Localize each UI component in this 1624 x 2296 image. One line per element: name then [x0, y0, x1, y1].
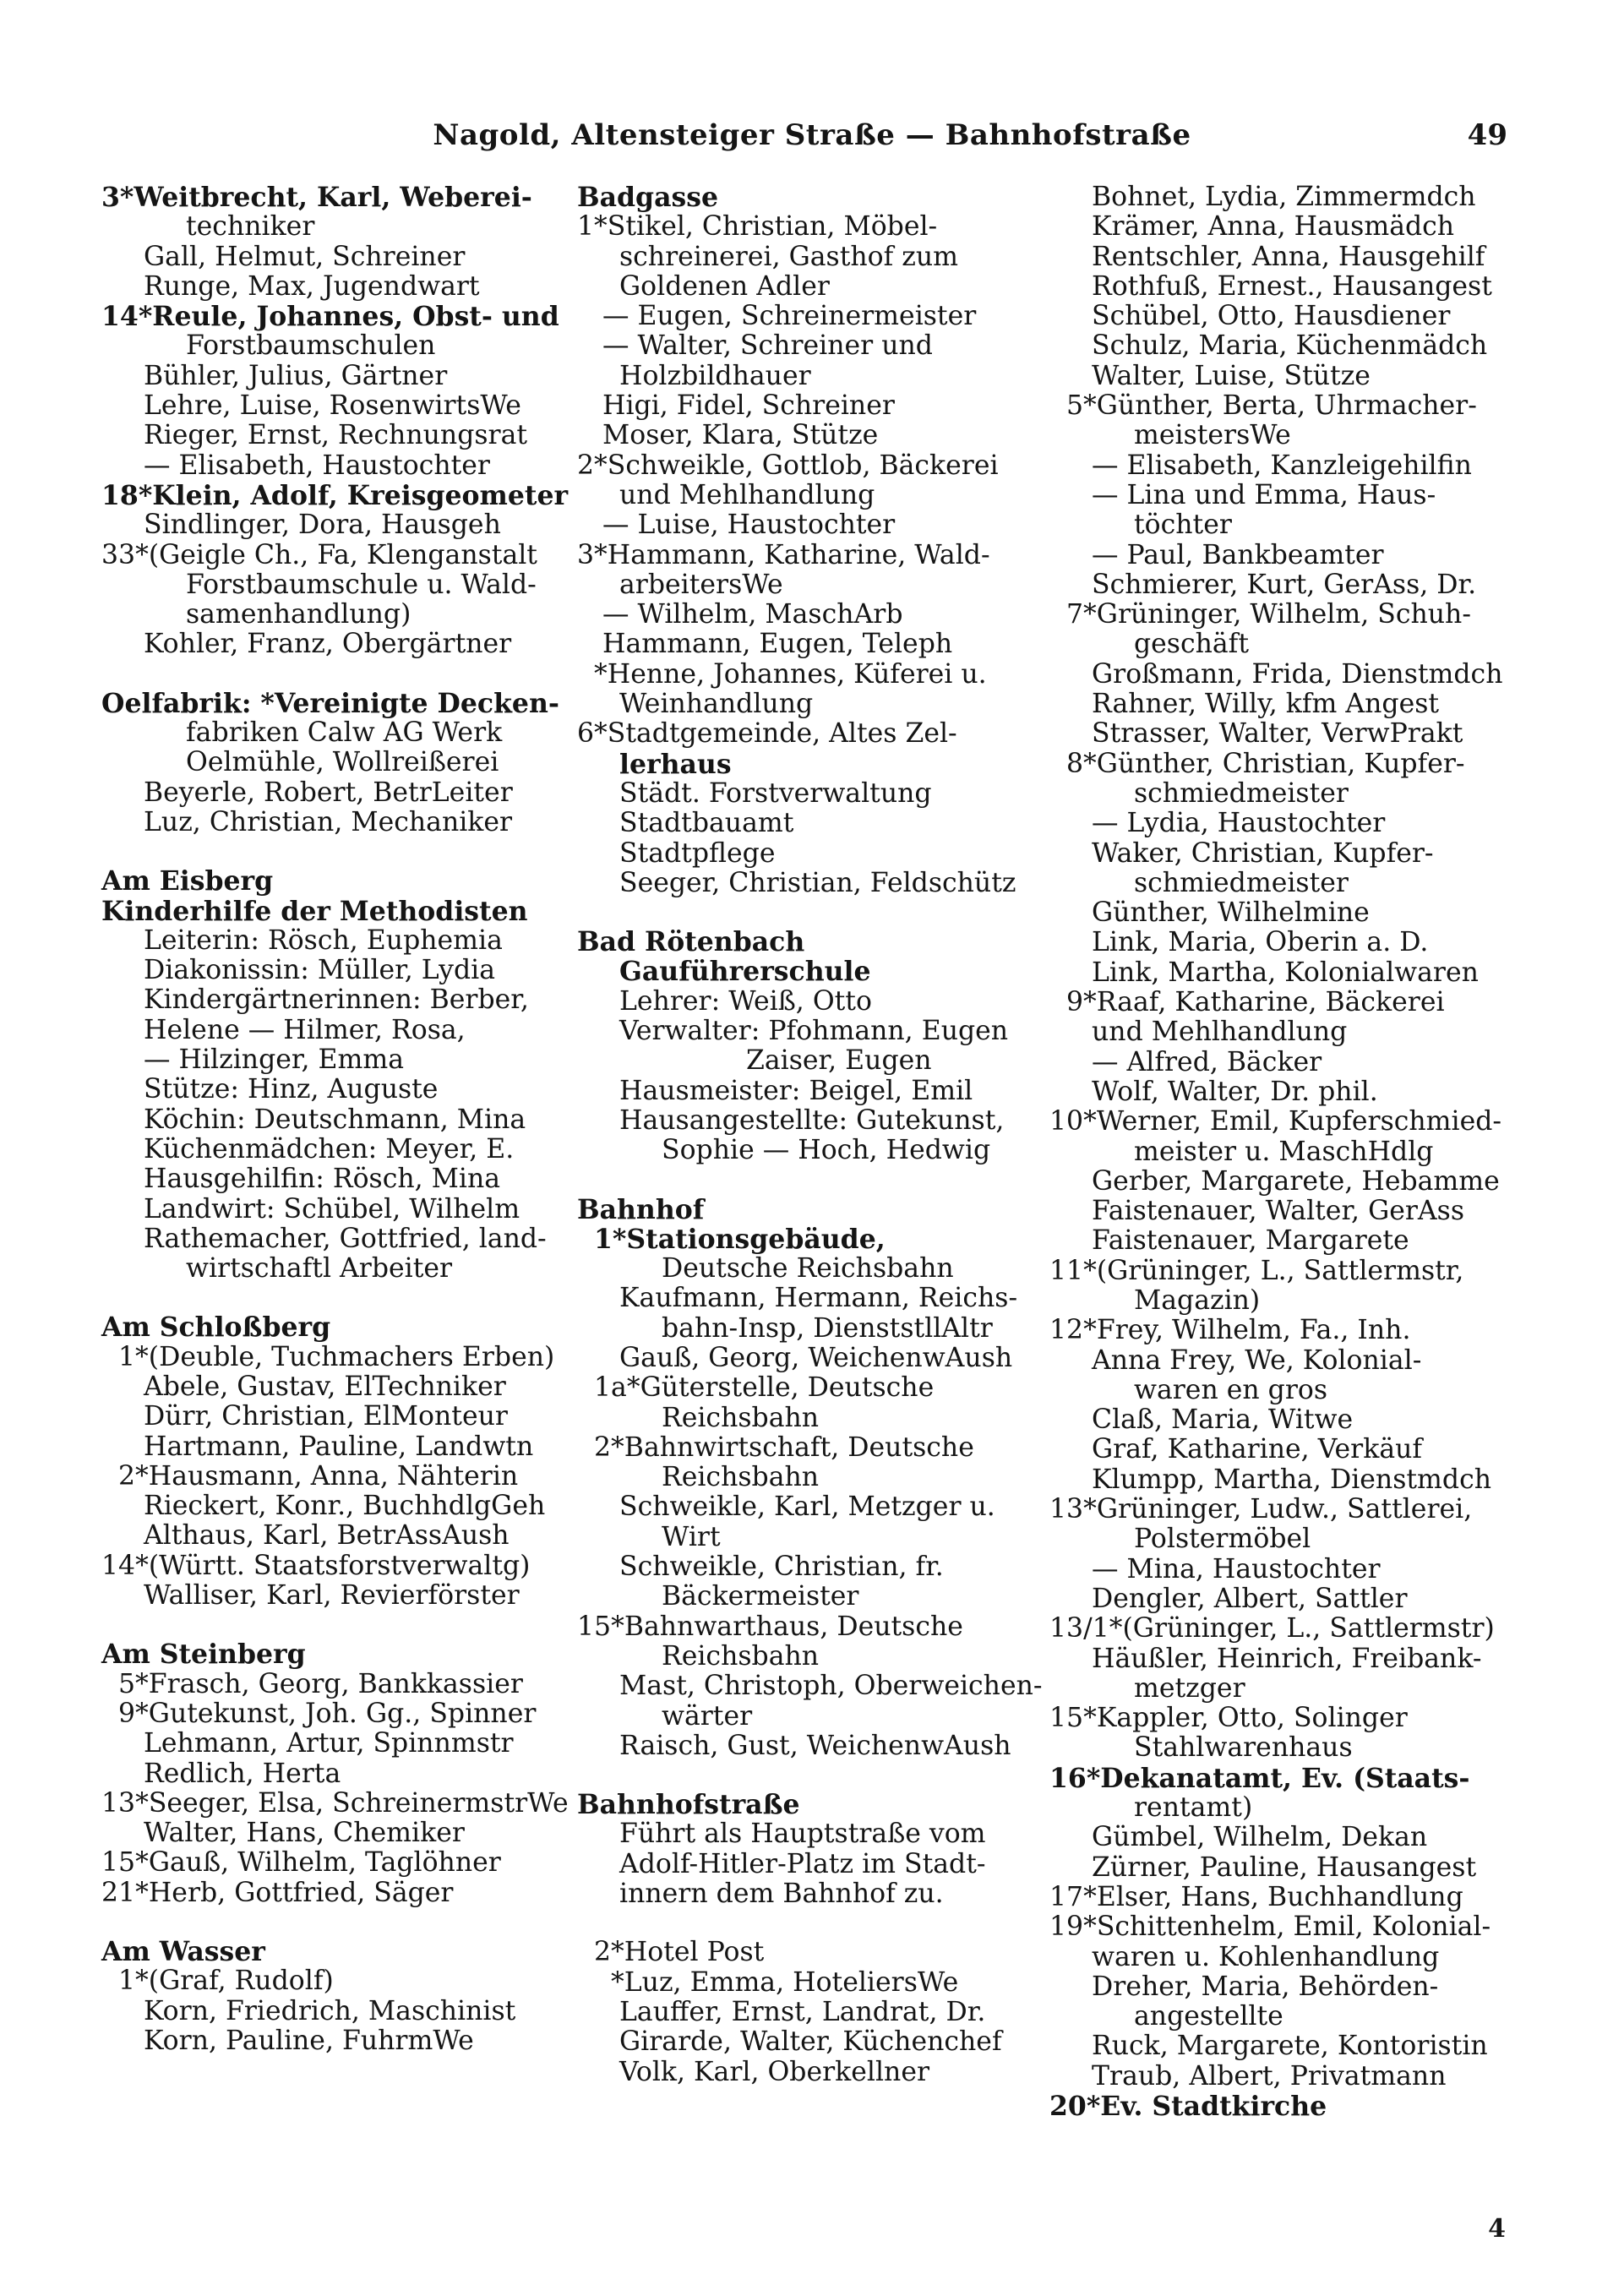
directory-entry: Gauß, Georg, WeichenwAush	[619, 1342, 1013, 1373]
directory-entry: Ruck, Margarete, Kontoristin	[1092, 2031, 1488, 2062]
directory-entry: 15*Bahnwarthaus, Deutsche	[577, 1611, 963, 1642]
directory-entry: — Alfred, Bäcker	[1092, 1046, 1322, 1077]
directory-entry: Runge, Max, Jugendwart	[144, 270, 480, 302]
directory-entry: Günther, Wilhelmine	[1092, 897, 1370, 929]
directory-entry: Adolf-Hitler-Platz im Stadt-	[619, 1848, 986, 1879]
directory-entry: Führt als Hauptstraße vom	[619, 1819, 986, 1850]
directory-entry: waren u. Kohlenhandlung	[1092, 1941, 1440, 1972]
directory-entry: Bäckermeister	[662, 1581, 859, 1612]
directory-entry: Wolf, Walter, Dr. phil.	[1092, 1076, 1378, 1107]
directory-entry: — Eugen, Schreinermeister	[602, 301, 977, 332]
directory-entry: Landwirt: Schübel, Wilhelm	[144, 1193, 520, 1224]
directory-entry: Bühler, Julius, Gärtner	[144, 360, 448, 391]
directory-entry: Oelmühle, Wollreißerei	[186, 747, 499, 778]
directory-entry: Lehmann, Artur, Spinnmstr	[144, 1728, 514, 1759]
directory-entry: Stadtbauamt	[619, 808, 794, 839]
directory-entry: 7*Grüninger, Wilhelm, Schuh-	[1066, 599, 1471, 630]
directory-entry: — Walter, Schreiner und	[602, 330, 933, 362]
directory-entry: bahn-Insp, DienststllAltr	[662, 1312, 993, 1344]
directory-entry: Großmann, Frida, Dienstmdch	[1092, 658, 1503, 690]
directory-entry: — Wilhelm, MaschArb	[602, 599, 903, 630]
section-gap	[101, 1611, 575, 1639]
directory-entry: 1*Stationsgebäude,	[594, 1223, 886, 1255]
directory-entry: 13*Grüninger, Ludw., Sattlerei,	[1049, 1494, 1473, 1525]
directory-entry: Rentschler, Anna, Hausgehilf	[1092, 241, 1485, 272]
directory-entry: 15*Gauß, Wilhelm, Taglöhner	[101, 1847, 501, 1879]
directory-entry: Leiterin: Rösch, Euphemia	[144, 924, 503, 956]
directory-entry: 8*Günther, Christian, Kupfer-	[1066, 748, 1465, 779]
directory-entry: Kaufmann, Hermann, Reichs-	[619, 1283, 1018, 1314]
page-number: 49	[1467, 118, 1507, 152]
directory-entry: Dürr, Christian, ElMonteur	[144, 1401, 508, 1432]
directory-entry: wirtschaftl Arbeiter	[186, 1253, 453, 1284]
directory-entry: 2*Bahnwirtschaft, Deutsche	[594, 1432, 974, 1463]
section-heading: Bad Rötenbach	[577, 926, 805, 958]
directory-entry: Hartmann, Pauline, Landwtn	[144, 1431, 534, 1462]
directory-entry: und Mehlhandlung	[619, 479, 875, 510]
directory-entry: Stadtpflege	[619, 837, 776, 869]
directory-entry: Forstbaumschule u. Wald-	[186, 569, 537, 600]
directory-entry: schmiedmeister	[1134, 867, 1349, 898]
directory-entry: Diakonissin: Müller, Lydia	[144, 955, 495, 986]
section-heading: Bahnhof	[577, 1193, 705, 1225]
directory-entry: Gall, Helmut, Schreiner	[144, 241, 466, 272]
directory-entry: Weinhandlung	[619, 689, 814, 720]
directory-entry: Kindergärtnerinnen: Berber,	[144, 984, 529, 1016]
directory-entry: Lehre, Luise, RosenwirtsWe	[144, 390, 521, 422]
directory-entry: Gümbel, Wilhelm, Dekan	[1092, 1822, 1428, 1853]
section-gap	[577, 898, 1050, 927]
directory-entry: Abele, Gustav, ElTechniker	[144, 1371, 506, 1402]
directory-entry: 9*Gutekunst, Joh. Gg., Spinner	[118, 1698, 537, 1729]
section-heading: Am Steinberg	[101, 1639, 306, 1671]
section-gap	[101, 1908, 575, 1937]
directory-entry: Stütze: Hinz, Auguste	[144, 1074, 439, 1105]
directory-entry: 1*Stikel, Christian, Möbel-	[577, 211, 938, 243]
directory-entry: 11*(Grüninger, L., Sattlermstr,	[1049, 1255, 1464, 1286]
directory-entry: Schübel, Otto, Hausdiener	[1092, 301, 1451, 332]
directory-entry: Dengler, Albert, Sattler	[1092, 1583, 1408, 1614]
directory-entry: meister u. MaschHdlg	[1134, 1136, 1434, 1167]
directory-entry: arbeitersWe	[619, 569, 783, 600]
directory-entry: Korn, Pauline, FuhrmWe	[144, 2025, 474, 2056]
directory-entry: Stahlwarenhaus	[1134, 1732, 1353, 1764]
directory-entry: Graf, Katharine, Verkäuf	[1092, 1434, 1423, 1465]
directory-entry: Walter, Luise, Stütze	[1092, 360, 1371, 391]
directory-entry: *Luz, Emma, HoteliersWe	[611, 1966, 959, 1998]
directory-entry: Schmierer, Kurt, GerAss, Dr.	[1092, 569, 1477, 600]
directory-entry: Gerber, Margarete, Hebamme	[1092, 1165, 1500, 1197]
directory-entry: Anna Frey, We, Kolonial-	[1092, 1344, 1422, 1376]
directory-entry: Forstbaumschulen	[186, 330, 436, 362]
directory-entry: 1*(Graf, Rudolf)	[118, 1966, 334, 1997]
directory-entry: Küchenmädchen: Meyer, E.	[144, 1133, 515, 1164]
directory-entry: Zürner, Pauline, Hausangest	[1092, 1852, 1477, 1883]
directory-entry: angestellte	[1134, 2001, 1283, 2032]
directory-entry: 3*Weitbrecht, Karl, Weberei-	[101, 182, 532, 213]
directory-entry: 10*Werner, Emil, Kupferschmied-	[1049, 1106, 1502, 1137]
directory-entry: Beyerle, Robert, BetrLeiter	[144, 777, 513, 808]
section-heading: Kinderhilfe der Methodisten	[101, 895, 528, 927]
directory-entry: Link, Martha, Kolonialwaren	[1092, 957, 1479, 988]
page-title: Nagold, Altensteiger Straße — Bahnhofstraße	[433, 118, 1191, 152]
directory-entry: Reichsbahn	[662, 1402, 820, 1433]
directory-entry: Hausmeister: Beigel, Emil	[619, 1075, 973, 1106]
directory-entry: Faistenauer, Walter, GerAss	[1092, 1196, 1465, 1227]
directory-entry: Rathemacher, Gottfried, land-	[144, 1223, 547, 1254]
directory-entry: 3*Hammann, Katharine, Wald-	[577, 539, 990, 570]
section-gap	[101, 660, 575, 689]
directory-entry: Reichsbahn	[662, 1462, 820, 1493]
directory-entry: innern dem Bahnhof zu.	[619, 1879, 944, 1910]
directory-entry: Rieckert, Konr., BuchhdlgGeh	[144, 1491, 546, 1522]
column-middle	[577, 183, 1050, 2087]
directory-entry: 20*Ev. Stadtkirche	[1049, 2091, 1327, 2122]
section-gap	[577, 1761, 1050, 1790]
directory-entry: Waker, Christian, Kupfer-	[1092, 837, 1434, 869]
directory-entry: Polstermöbel	[1134, 1524, 1311, 1555]
directory-entry: 2*Hotel Post	[594, 1937, 765, 1968]
directory-entry: Dreher, Maria, Behörden-	[1092, 1971, 1439, 2002]
directory-entry: Luz, Christian, Mechaniker	[144, 806, 513, 837]
section-gap	[101, 837, 575, 866]
directory-entry: Girarde, Walter, Küchenchef	[619, 2026, 1002, 2058]
directory-entry: und Mehlhandlung	[1092, 1017, 1348, 1048]
directory-entry: Raisch, Gust, WeichenwAush	[619, 1730, 1011, 1761]
directory-entry: Walliser, Karl, Revierförster	[144, 1580, 520, 1612]
directory-entry: Volk, Karl, Oberkellner	[619, 2056, 930, 2087]
directory-entry: töchter	[1134, 510, 1232, 541]
directory-entry: Bohnet, Lydia, Zimmermdch	[1092, 182, 1476, 212]
directory-entry: *Henne, Johannes, Küferei u.	[594, 658, 987, 690]
section-heading: Am Schloßberg	[101, 1312, 331, 1344]
directory-entry: Link, Maria, Oberin a. D.	[1092, 927, 1429, 958]
directory-entry: 13/1*(Grüninger, L., Sattlermstr)	[1049, 1613, 1495, 1644]
section-gap	[577, 1909, 1050, 1938]
directory-entry: Hausangestellte: Gutekunst,	[619, 1104, 1005, 1136]
directory-entry: 19*Schittenhelm, Emil, Kolonial-	[1049, 1912, 1491, 1943]
directory-entry: Schweikle, Karl, Metzger u.	[619, 1492, 995, 1523]
directory-entry: techniker	[186, 211, 315, 243]
directory-entry: — Paul, Bankbeamter	[1092, 539, 1384, 570]
directory-entry: lerhaus	[619, 748, 732, 780]
directory-entry: Rahner, Willy, kfm Angest	[1092, 689, 1440, 720]
directory-entry: 15*Kappler, Otto, Solinger	[1049, 1703, 1408, 1734]
directory-entry: 13*Seeger, Elsa, SchreinermstrWe	[101, 1787, 569, 1819]
section-gap	[577, 1166, 1050, 1195]
directory-entry: 1a*Güterstelle, Deutsche	[594, 1372, 935, 1404]
directory-entry: Zaiser, Eugen	[746, 1045, 932, 1077]
directory-entry: Schweikle, Christian, fr.	[619, 1552, 944, 1583]
directory-entry: Gauführerschule	[619, 956, 871, 988]
directory-entry: Oelfabrik: *Vereinigte Decken-	[101, 687, 559, 719]
directory-entry: Kohler, Franz, Obergärtner	[144, 629, 512, 660]
directory-entry: 33*(Geigle Ch., Fa, Klenganstalt	[101, 539, 537, 570]
directory-entry: Goldenen Adler	[619, 270, 830, 302]
directory-entry: Althaus, Karl, BetrAssAush	[144, 1520, 510, 1552]
directory-entry: geschäft	[1134, 629, 1249, 660]
directory-entry: schreinerei, Gasthof zum	[619, 241, 959, 272]
directory-entry: fabriken Calw AG Werk	[186, 717, 503, 749]
directory-entry: Faistenauer, Margarete	[1092, 1225, 1409, 1257]
section-heading: Am Wasser	[101, 1936, 265, 1968]
directory-entry: Köchin: Deutschmann, Mina	[144, 1104, 526, 1135]
column-left	[101, 183, 575, 2056]
directory-entry: 2*Hausmann, Anna, Nähterin	[118, 1460, 519, 1492]
directory-entry: Claß, Maria, Witwe	[1092, 1404, 1354, 1436]
section-heading: Bahnhofstraße	[577, 1789, 800, 1821]
directory-entry: 1*(Deuble, Tuchmachers Erben)	[118, 1341, 555, 1372]
directory-entry: 2*Schweikle, Gottlob, Bäckerei	[577, 450, 999, 481]
directory-entry: Hausgehilfin: Rösch, Mina	[144, 1164, 501, 1195]
directory-entry: 9*Raaf, Katharine, Bäckerei	[1066, 987, 1445, 1018]
directory-entry: Verwalter: Pfohmann, Eugen	[619, 1016, 1009, 1047]
directory-entry: 18*Klein, Adolf, Kreisgeometer	[101, 479, 569, 511]
directory-entry: Rothfuß, Ernest., Hausangest	[1092, 270, 1492, 302]
directory-entry: — Elisabeth, Kanzleigehilfin	[1092, 450, 1472, 481]
directory-entry: Redlich, Herta	[144, 1758, 341, 1789]
section-heading: Badgasse	[577, 182, 719, 213]
directory-entry: Helene — Hilmer, Rosa,	[144, 1014, 466, 1045]
directory-entry: Strasser, Walter, VerwPrakt	[1092, 718, 1463, 750]
directory-entry: Magazin)	[1134, 1284, 1261, 1316]
directory-entry: Mast, Christoph, Oberweichen-	[619, 1671, 1043, 1702]
directory-entry: 14*Reule, Johannes, Obst- und	[101, 301, 559, 333]
directory-entry: Krämer, Anna, Hausmädch	[1092, 211, 1455, 243]
directory-entry: Hammann, Eugen, Teleph	[602, 629, 953, 660]
directory-entry: samenhandlung)	[186, 599, 411, 630]
directory-entry: — Lina und Emma, Haus-	[1092, 479, 1436, 510]
directory-entry: Rieger, Ernst, Rechnungsrat	[144, 420, 528, 451]
column-right	[1049, 183, 1540, 2121]
directory-entry: wärter	[662, 1700, 753, 1732]
directory-entry: 5*Frasch, Georg, Bankkassier	[118, 1668, 523, 1699]
directory-entry: 5*Günther, Berta, Uhrmacher-	[1066, 390, 1477, 422]
directory-entry: — Lydia, Haustochter	[1092, 808, 1386, 839]
directory-entry: Schulz, Maria, Küchenmädch	[1092, 330, 1488, 362]
directory-entry: Korn, Friedrich, Maschinist	[144, 1995, 516, 2026]
directory-entry: 14*(Württ. Staatsforstverwaltg)	[101, 1550, 531, 1581]
directory-entry: 17*Elser, Hans, Buchhandlung	[1049, 1881, 1463, 1912]
directory-entry: — Hilzinger, Emma	[144, 1044, 405, 1076]
directory-entry: Lauffer, Ernst, Landrat, Dr.	[619, 1996, 986, 2027]
signature-mark: 4	[1488, 2214, 1506, 2244]
directory-entry: — Elisabeth, Haustochter	[144, 450, 490, 481]
directory-entry: Deutsche Reichsbahn	[662, 1253, 954, 1284]
directory-entry: meistersWe	[1134, 420, 1291, 451]
directory-entry: 21*Herb, Gottfried, Säger	[101, 1877, 454, 1908]
directory-entry: Walter, Hans, Chemiker	[144, 1818, 465, 1849]
directory-entry: Reichsbahn	[662, 1640, 820, 1672]
directory-entry: waren en gros	[1134, 1374, 1328, 1405]
directory-entry: Higi, Fidel, Schreiner	[602, 390, 895, 422]
directory-entry: — Luise, Haustochter	[602, 510, 896, 541]
section-gap	[101, 1284, 575, 1312]
directory-entry: Moser, Klara, Stütze	[602, 420, 879, 451]
directory-entry: Häußler, Heinrich, Freibank-	[1092, 1643, 1482, 1674]
directory-entry: Seeger, Christian, Feldschütz	[619, 867, 1016, 898]
directory-entry: Sindlinger, Dora, Hausgeh	[144, 510, 501, 541]
directory-entry: Lehrer: Weiß, Otto	[619, 985, 872, 1017]
directory-entry: rentamt)	[1134, 1792, 1253, 1824]
directory-entry: 12*Frey, Wilhelm, Fa., Inh.	[1049, 1315, 1411, 1346]
directory-entry: 6*Stadtgemeinde, Altes Zel-	[577, 718, 957, 750]
directory-entry: Klumpp, Martha, Dienstmdch	[1092, 1464, 1492, 1495]
directory-entry: Wirt	[662, 1521, 721, 1552]
directory-entry: Städt. Forstverwaltung	[619, 777, 932, 809]
directory-entry: Traub, Albert, Privatmann	[1092, 2060, 1447, 2091]
directory-entry: Holzbildhauer	[619, 360, 811, 391]
directory-entry: metzger	[1134, 1672, 1245, 1704]
directory-entry: Sophie — Hoch, Hedwig	[662, 1135, 991, 1166]
directory-entry: 16*Dekanatamt, Ev. (Staats-	[1049, 1762, 1470, 1794]
directory-entry: schmiedmeister	[1134, 777, 1349, 809]
section-heading: Am Eisberg	[101, 865, 274, 897]
directory-entry: — Mina, Haustochter	[1092, 1553, 1381, 1584]
